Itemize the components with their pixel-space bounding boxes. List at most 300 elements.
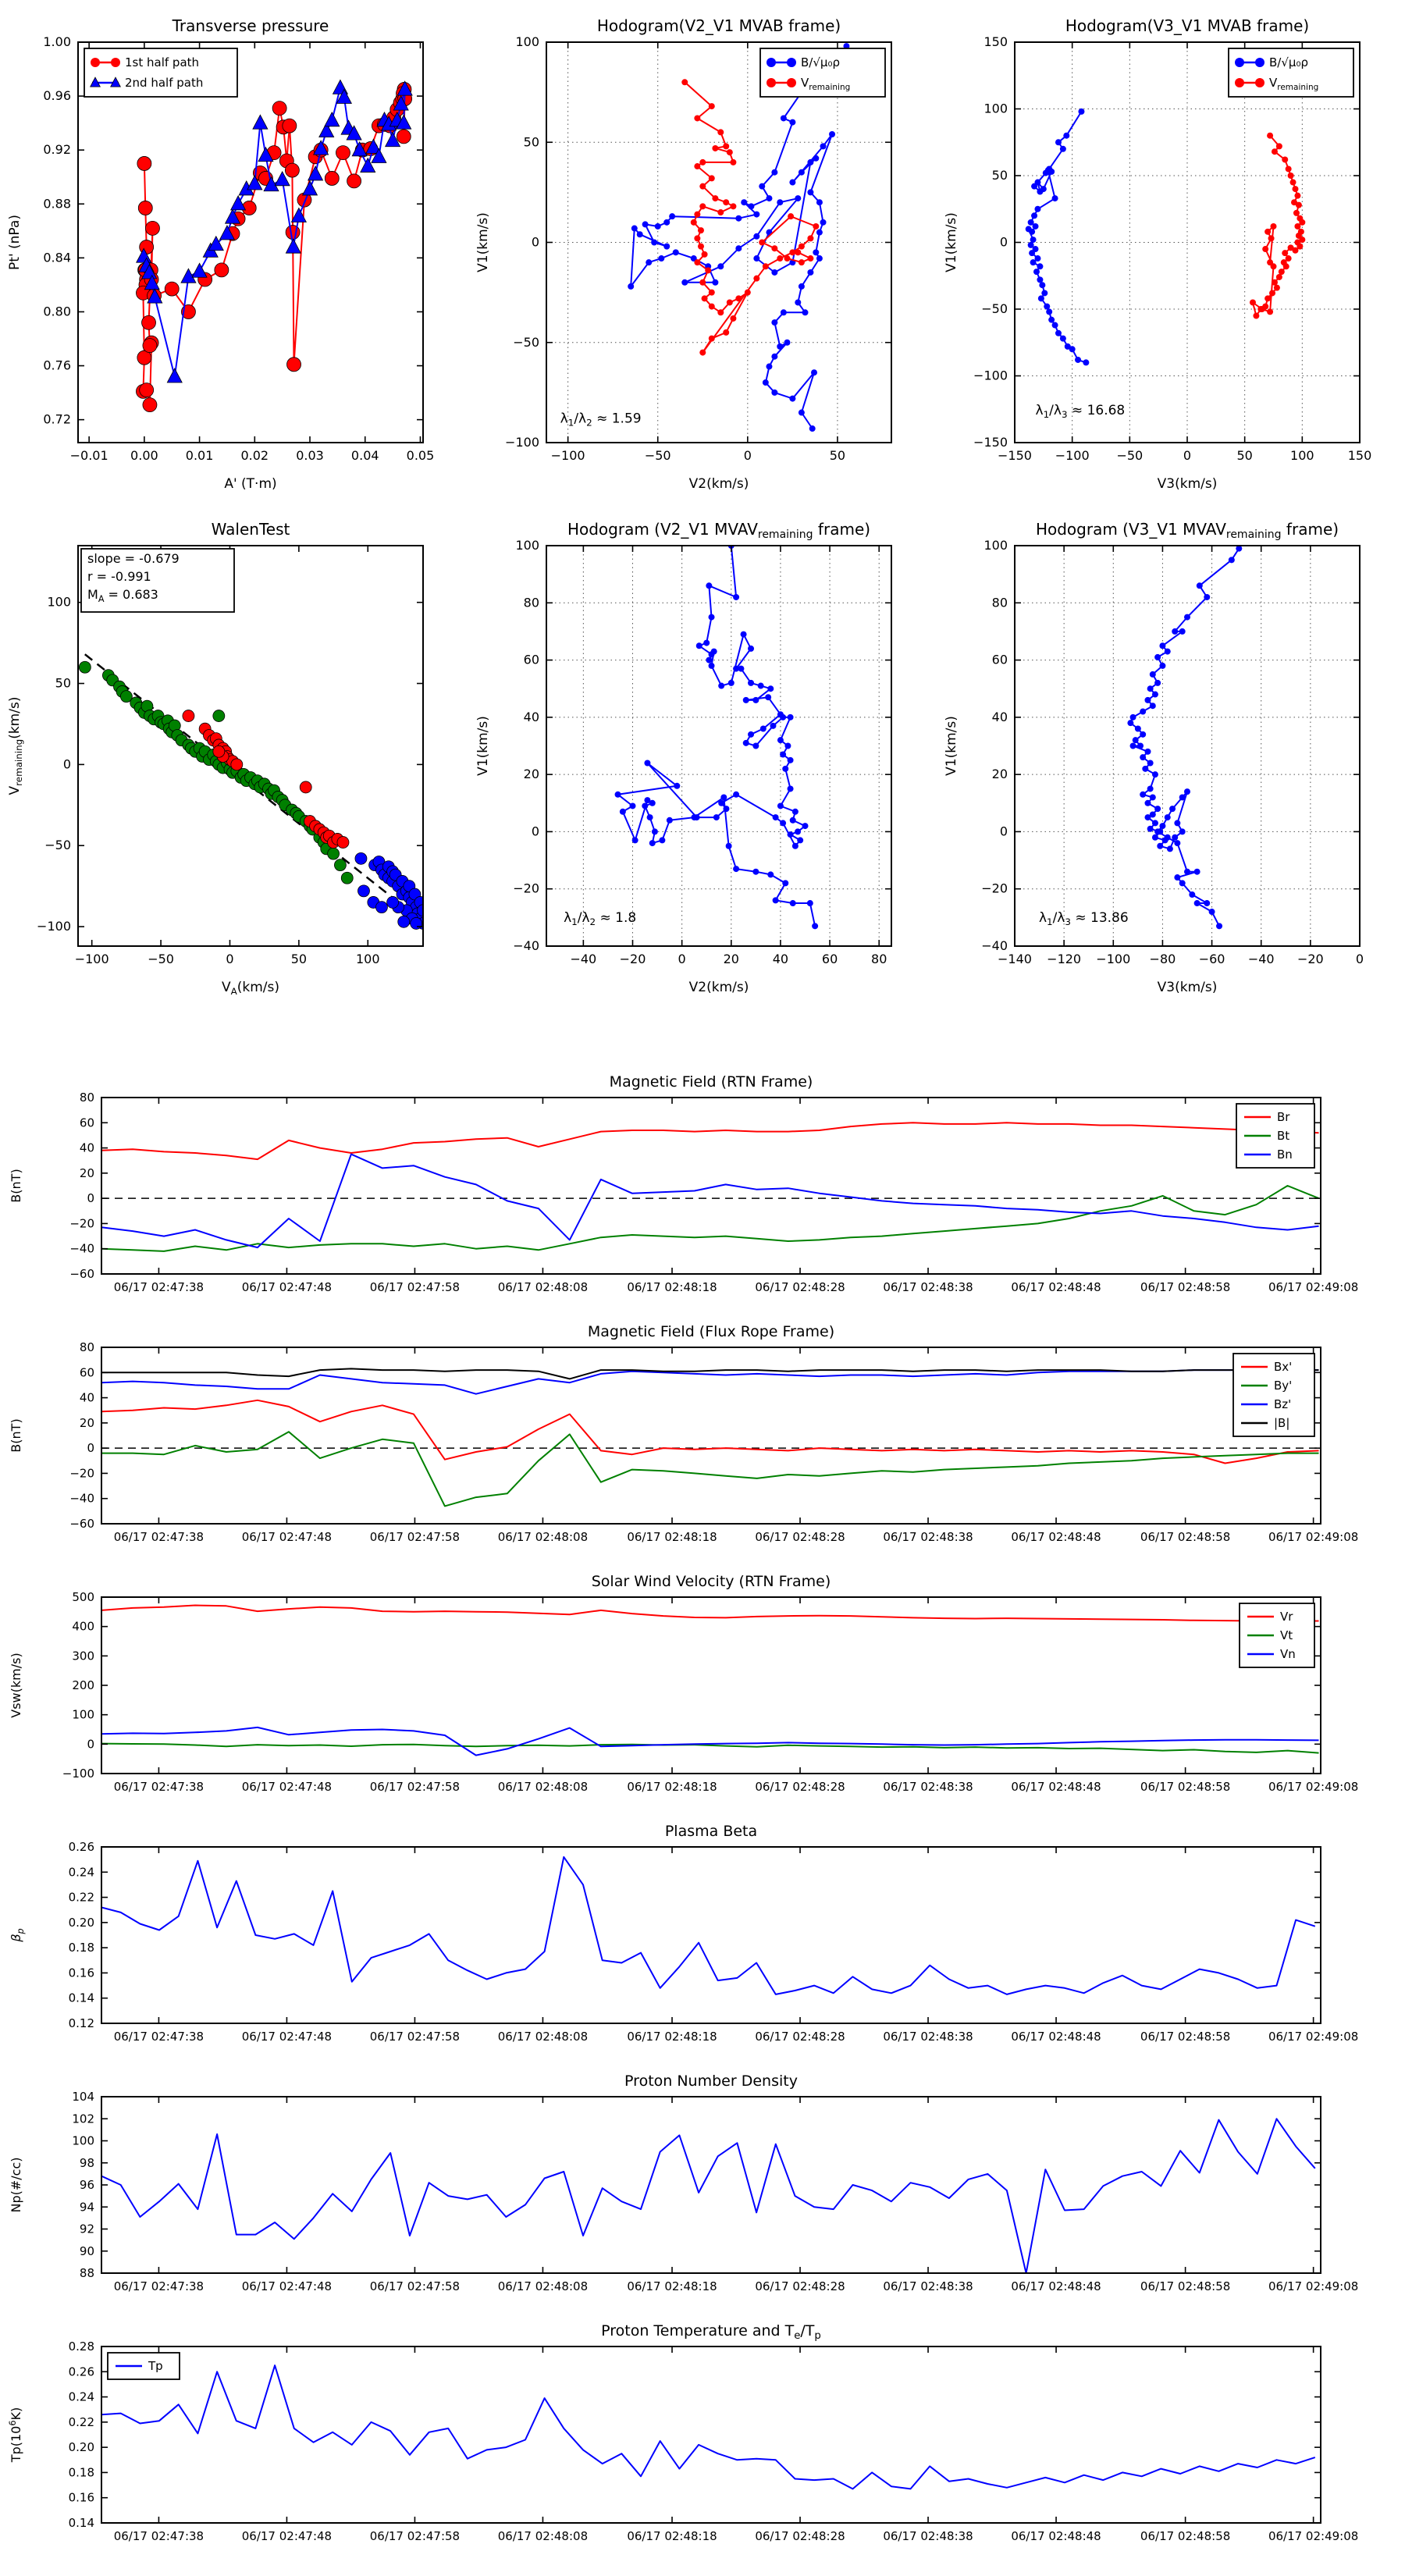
x-tick-label: 06/17 02:48:38 [883,1280,973,1294]
x-tick-label: 06/17 02:47:58 [369,2279,461,2293]
y-tick-label: −50 [981,301,1008,316]
y-tick-label: 0.20 [68,2440,94,2455]
chart-svg-hodogram-v2v1-mvav [468,508,937,1012]
x-axis-label: $V_A(km/s)$ [221,980,280,997]
legend-label: B/√μ₀ρ [801,55,840,69]
series-group [79,654,429,929]
y-tick-label: 40 [79,1140,94,1155]
y-tick-label: 500 [72,1590,94,1604]
legend-label: 2nd half path [125,76,204,90]
x-tick-label: −20 [619,952,646,966]
ticks [1015,546,1360,946]
y-tick-label: 0.80 [43,304,71,319]
legend [1240,1603,1314,1667]
chart-svg-magnetic-rtn [0,1066,1405,1316]
y-tick-label: 0.26 [68,1840,94,1854]
legend-label: B/√μ₀ρ [1269,55,1308,69]
chart-transverse-pressure [0,5,468,508]
series-line-2nd half path [144,88,405,377]
series-group [101,1368,1319,1506]
y-tick-label: 0.26 [68,2364,94,2379]
x-tick-label: 50 [290,952,308,966]
x-tick-label: −100 [1055,448,1090,463]
chart-svg-plasma-beta [0,1816,1405,2065]
y-tick-label: 60 [991,652,1008,667]
x-tick-label: 06/17 02:48:58 [1140,1530,1231,1544]
x-tick-label: 06/17 02:49:08 [1268,1780,1359,1794]
legend-label: Bx' [1274,1360,1293,1374]
x-tick-label: 20 [723,952,739,966]
row-1 [0,5,1405,508]
y-axis-label: B(nT) [9,1418,23,1453]
series-line-Bt [101,1186,1319,1251]
ticks [101,1597,1321,1774]
chart-title: Hodogram (V3_V1 $MVAV_{remaining}$ frame) [1035,520,1339,541]
series-line-V [618,546,816,926]
row-2 [0,508,1405,1012]
axes-frame [101,2347,1321,2523]
x-tick-label: 06/17 02:48:18 [627,1780,717,1794]
y-tick-label: 0 [87,1441,94,1456]
lambda-annotation: $\lambda_1/\lambda_2 \approx 1.59$ [560,411,642,429]
chart-proton-temperature [0,2315,1405,2565]
y-tick-label: 94 [79,2200,94,2215]
x-tick-label: 50 [829,448,846,463]
x-tick-label: 0.01 [185,448,214,463]
x-tick-label: 06/17 02:48:08 [497,1280,589,1294]
y-tick-label: 0.18 [68,2465,94,2480]
series-line-By' [101,1432,1319,1506]
y-tick-label: 0.14 [68,2516,94,2530]
y-tick-label: 60 [79,1365,94,1380]
series-markers-2nd half path [137,80,412,382]
y-tick-label: 0 [87,1737,94,1752]
x-tick-label: −50 [1116,448,1144,463]
x-tick-label: 06/17 02:47:48 [241,2030,333,2044]
x-tick-label: 06/17 02:48:08 [497,1530,589,1544]
legend-label: Bz' [1274,1397,1292,1411]
x-tick-label: 06/17 02:48:28 [755,1780,845,1794]
y-tick-label: 0.28 [68,2339,94,2354]
chart-title: Hodogram (V2_V1 $MVAV_{remaining}$ frame) [567,520,871,541]
y-tick-label: 90 [79,2243,94,2258]
x-tick-label: 06/17 02:47:58 [369,1780,461,1794]
series-line-beta [101,1857,1315,1994]
x-tick-label: 100 [356,952,380,966]
series-markers-green [79,661,353,884]
x-tick-label: −40 [570,952,597,966]
y-tick-label: 0 [999,824,1008,839]
chart-title: WalenTest [211,520,290,539]
x-tick-label: 06/17 02:48:28 [755,2030,845,2044]
legend-label: Br [1277,1110,1290,1124]
x-tick-label: 06/17 02:47:58 [369,1530,461,1544]
chart-svg-magnetic-fluxrope [0,1316,1405,1566]
y-tick-label: 80 [991,595,1008,610]
stats-line: slope = -0.679 [87,551,180,566]
y-tick-label: 0.14 [68,1991,94,2005]
x-axis-label: V2(km/s) [688,476,749,492]
y-tick-label: 0.96 [43,88,71,104]
chart-magnetic-fluxrope [0,1316,1405,1566]
x-tick-label: 06/17 02:47:48 [241,1530,333,1544]
stats-line: r = -0.991 [87,569,151,584]
chart-svg-transverse-pressure [0,5,468,508]
series-markers-B [628,43,849,432]
x-tick-label: 06/17 02:48:48 [1011,2030,1101,2044]
y-tick-label: 0 [531,824,539,839]
legend-label: 1st half path [125,55,200,69]
x-tick-label: −80 [1149,952,1176,966]
x-tick-label: 06/17 02:48:48 [1011,2279,1101,2293]
y-tick-label: 0 [999,234,1008,250]
x-tick-label: 06/17 02:49:08 [1268,1530,1359,1544]
x-tick-label: −100 [550,448,585,463]
y-tick-label: −100 [973,368,1008,383]
chart-proton-density [0,2065,1405,2315]
y-tick-label: 0 [531,234,539,250]
series-group [101,2365,1315,2489]
x-tick-label: 06/17 02:48:58 [1140,1280,1231,1294]
y-tick-label: 102 [72,2112,94,2126]
lambda-annotation: $\lambda_1/\lambda_3 \approx 13.86$ [1038,910,1129,928]
series-group [628,43,849,432]
x-tick-label: 06/17 02:48:38 [883,2529,973,2543]
chart-title: Proton Temperature and $T_e/T_p$ [601,2322,821,2342]
y-tick-label: 100 [47,594,71,610]
y-axis-label: Pt' (nPa) [7,215,23,270]
y-tick-label: 0.88 [43,196,71,212]
series-line-1st half path [143,90,404,405]
y-tick-label: −60 [69,1267,94,1281]
x-tick-label: 06/17 02:48:08 [497,2529,589,2543]
series-group [101,2119,1315,2273]
axes-frame [101,2097,1321,2273]
chart-title: Transverse pressure [172,16,329,35]
y-tick-label: 96 [79,2178,94,2192]
x-tick-label: 06/17 02:48:38 [883,1530,973,1544]
y-tick-label: −100 [505,435,539,450]
y-tick-label: 100 [72,1707,94,1722]
y-tick-label: 20 [991,767,1008,782]
y-axis-label: V1(km/s) [944,212,959,272]
legend [84,48,237,97]
series-group [136,80,412,411]
x-tick-label: 80 [871,952,887,966]
y-tick-label: 0.12 [68,2016,94,2030]
y-tick-label: 80 [79,1091,94,1105]
lambda-annotation: $\lambda_1/\lambda_3 \approx 16.68$ [1035,403,1126,421]
x-tick-label: 150 [1347,448,1372,463]
legend-label: $V_{remaining}$ [1269,76,1319,92]
chart-svg-hodogram-v3v1-mvab [937,5,1405,508]
x-tick-label: −120 [1047,952,1082,966]
lambda-annotation: $\lambda_1/\lambda_2 \approx 1.8$ [564,910,637,928]
x-tick-label: 06/17 02:48:38 [883,1780,973,1794]
x-tick-label: 06/17 02:47:38 [113,2030,205,2044]
x-tick-label: 06/17 02:47:38 [113,2279,205,2293]
chart-hodogram-v2v1-mvab [468,5,937,508]
x-axis-label: V2(km/s) [688,980,749,995]
series-line-Vn [101,1727,1319,1756]
gridlines [546,546,891,946]
y-tick-label: 20 [79,1165,94,1180]
y-tick-label: 40 [991,709,1008,724]
y-tick-label: 150 [984,34,1008,49]
y-tick-label: 40 [79,1390,94,1405]
gridlines [546,42,891,443]
chart-title: Hodogram(V2_V1 MVAB frame) [596,16,841,35]
y-tick-label: −50 [44,838,71,853]
chart-walen-test [0,508,468,1012]
y-tick-label: 20 [79,1415,94,1430]
series-line-Np [101,2119,1315,2273]
y-tick-label: −40 [69,1491,94,1506]
chart-hodogram-v3v1-mvav [937,508,1405,1012]
y-tick-label: 100 [515,34,539,49]
x-tick-label: −100 [74,952,109,966]
y-tick-label: 0.16 [68,2490,94,2505]
x-axis-label: V3(km/s) [1157,980,1218,995]
legend-label: Vt [1280,1628,1293,1642]
x-tick-label: −40 [1247,952,1275,966]
series-markers-B [1026,109,1090,365]
chart-title: Hodogram(V3_V1 MVAB frame) [1065,16,1310,35]
x-tick-label: 06/17 02:47:38 [113,1780,205,1794]
y-tick-label: 0.84 [43,250,71,265]
chart-title: Solar Wind Velocity (RTN Frame) [591,1573,831,1590]
series-line-Vr [101,1606,1319,1621]
y-axis-label: B(nT) [9,1169,23,1203]
y-axis-label: $\beta_p$ [9,1928,26,1942]
legend-label: Tp [148,2359,163,2373]
series-line-Vt [101,1744,1319,1753]
x-tick-label: 0 [1355,952,1364,966]
x-tick-label: 06/17 02:49:08 [1268,1280,1359,1294]
x-tick-label: 06/17 02:48:58 [1140,2279,1231,2293]
x-tick-label: 06/17 02:48:28 [755,2529,845,2543]
x-tick-label: 06/17 02:47:58 [369,2030,461,2044]
y-tick-label: 200 [72,1678,94,1692]
x-tick-label: 0 [743,448,752,463]
x-tick-label: 06/17 02:48:58 [1140,2030,1231,2044]
x-tick-label: 06/17 02:47:38 [113,2529,205,2543]
gridlines [1015,546,1360,946]
x-tick-label: −60 [1198,952,1225,966]
y-tick-label: 50 [55,675,71,691]
x-tick-label: 06/17 02:48:28 [755,2279,845,2293]
series-group [101,1606,1319,1756]
y-tick-label: 88 [79,2266,94,2280]
series-line-Tp [101,2365,1315,2489]
y-tick-label: −100 [37,919,71,934]
x-axis-label: A' (T·m) [224,476,277,492]
stats-line: $M_A = 0.683$ [87,587,158,604]
x-tick-label: 06/17 02:48:58 [1140,2529,1231,2543]
x-tick-label: 0 [226,952,234,966]
chart-svg-walen-test [0,508,468,1012]
legend [1233,1354,1314,1436]
x-tick-label: 06/17 02:48:48 [1011,1280,1101,1294]
y-tick-label: −20 [69,1466,94,1481]
y-tick-label: 1.00 [43,34,71,49]
x-tick-label: 06/17 02:47:48 [241,1280,333,1294]
series-markers-V [615,543,819,929]
legend-label: Vn [1280,1647,1296,1661]
series-group [1026,109,1306,365]
x-tick-label: 0.03 [296,448,324,463]
x-tick-label: 40 [772,952,789,966]
y-tick-label: −20 [981,881,1008,896]
y-axis-label: $V_{remaining}(km/s)$ [7,696,24,795]
x-tick-label: 06/17 02:49:08 [1268,2030,1359,2044]
x-axis-label: V3(km/s) [1157,476,1218,492]
y-tick-label: 92 [79,2222,94,2236]
x-tick-label: −50 [644,448,671,463]
axes-frame [101,1597,1321,1774]
series-group [615,543,819,929]
x-tick-label: 06/17 02:48:28 [755,1280,845,1294]
y-tick-label: 0.76 [43,358,71,373]
axes-frame [101,1847,1321,2023]
y-tick-label: 300 [72,1649,94,1663]
x-tick-label: 0.00 [130,448,158,463]
series-group [101,1123,1319,1251]
x-tick-label: 06/17 02:47:38 [113,1280,205,1294]
legend-label: Bn [1277,1147,1293,1162]
y-tick-label: 60 [79,1115,94,1130]
x-tick-label: 06/17 02:47:48 [241,2279,333,2293]
series-group [101,1857,1315,1994]
x-tick-label: 50 [1236,448,1253,463]
y-tick-label: 98 [79,2155,94,2170]
chart-title: Plasma Beta [664,1823,758,1840]
x-tick-label: 06/17 02:48:58 [1140,1780,1231,1794]
legend [760,48,885,97]
x-tick-label: 06/17 02:48:18 [627,2279,717,2293]
y-tick-label: 0.18 [68,1941,94,1955]
y-tick-label: 0.20 [68,1915,94,1930]
axes-frame [546,546,891,946]
x-tick-label: 0.02 [240,448,269,463]
x-tick-label: 0 [1183,448,1192,463]
y-tick-label: 0 [62,756,71,772]
x-tick-label: 60 [821,952,838,966]
y-tick-label: −150 [973,435,1008,450]
x-tick-label: 06/17 02:48:18 [627,2529,717,2543]
y-tick-label: −40 [69,1241,94,1256]
chart-hodogram-v3v1-mvab [937,5,1405,508]
legend [1229,48,1353,97]
y-tick-label: 60 [523,652,539,667]
y-tick-label: 100 [984,101,1008,116]
series-markers-blue [355,852,429,929]
x-tick-label: 100 [1290,448,1314,463]
chart-hodogram-v2v1-mvav [468,508,937,1012]
series-line-Bn [101,1155,1319,1248]
series-line-Bz' [101,1370,1319,1394]
series-line-V [1130,549,1239,927]
x-tick-label: 06/17 02:48:28 [755,1530,845,1544]
x-tick-label: 06/17 02:48:38 [883,2279,973,2293]
legend-label: By' [1274,1379,1293,1393]
chart-svg-proton-density [0,2065,1405,2315]
y-tick-label: 104 [72,2090,94,2104]
legend-label: Vr [1280,1610,1293,1624]
y-tick-label: 80 [79,1340,94,1354]
x-tick-label: −0.01 [69,448,108,463]
x-tick-label: 06/17 02:48:48 [1011,1780,1101,1794]
x-tick-label: 06/17 02:47:48 [241,1780,333,1794]
y-tick-label: 40 [523,709,539,724]
y-tick-label: −40 [981,938,1008,953]
y-tick-label: −20 [513,881,539,896]
chart-title: Magnetic Field (Flux Rope Frame) [587,1323,835,1340]
y-axis-label: V1(km/s) [944,716,959,776]
y-axis-label: V1(km/s) [475,716,491,776]
spacer [0,1012,1405,1066]
chart-svg-hodogram-v2v1-mvab [468,5,937,508]
chart-svg-hodogram-v3v1-mvav [937,508,1405,1012]
x-tick-label: −150 [998,448,1032,463]
legend-label: |B| [1274,1416,1290,1430]
y-tick-label: 20 [523,767,539,782]
x-tick-label: 06/17 02:48:48 [1011,2529,1101,2543]
legend-label: $V_{remaining}$ [801,76,851,92]
x-tick-label: −20 [1297,952,1324,966]
y-axis-label: Vsw(km/s) [9,1653,23,1718]
y-tick-label: 100 [515,538,539,553]
x-tick-label: 06/17 02:48:48 [1011,1530,1101,1544]
legend [1236,1104,1314,1168]
x-tick-label: 06/17 02:47:58 [369,2529,461,2543]
y-tick-label: 0.24 [68,1865,94,1880]
y-tick-label: 0.72 [43,411,71,427]
x-tick-label: 06/17 02:47:48 [241,2529,333,2543]
series-markers-Vrem [1250,133,1305,319]
y-tick-label: 0.22 [68,1890,94,1905]
x-tick-label: 06/17 02:48:18 [627,1280,717,1294]
chart-magnetic-rtn [0,1066,1405,1316]
x-tick-label: 0.04 [350,448,379,463]
ticks [101,2097,1321,2273]
ticks [546,546,891,946]
y-tick-label: −60 [69,1517,94,1531]
y-tick-label: 100 [72,2133,94,2148]
chart-title: Magnetic Field (RTN Frame) [609,1073,813,1091]
ticks [78,42,423,443]
legend [108,2353,180,2379]
x-tick-label: 06/17 02:48:08 [497,1780,589,1794]
y-axis-label: Np(#/cc) [9,2157,23,2213]
y-axis-label: $Tp(10^6K)$ [8,2407,23,2463]
ticks [101,1847,1321,2023]
x-tick-label: 06/17 02:47:38 [113,1530,205,1544]
x-tick-label: 06/17 02:48:18 [627,1530,717,1544]
y-tick-label: 0.22 [68,2414,94,2429]
chart-velocity-rtn [0,1566,1405,1816]
y-tick-label: −20 [69,1216,94,1231]
x-tick-label: −50 [148,952,174,966]
chart-svg-proton-temperature [0,2315,1405,2565]
x-tick-label: 06/17 02:48:38 [883,2030,973,2044]
y-tick-label: 0.92 [43,142,71,158]
x-tick-label: −100 [1096,952,1131,966]
y-tick-label: 50 [991,168,1008,183]
chart-svg-velocity-rtn [0,1566,1405,1816]
ticks [101,2347,1321,2523]
y-axis-label: V1(km/s) [475,212,491,272]
